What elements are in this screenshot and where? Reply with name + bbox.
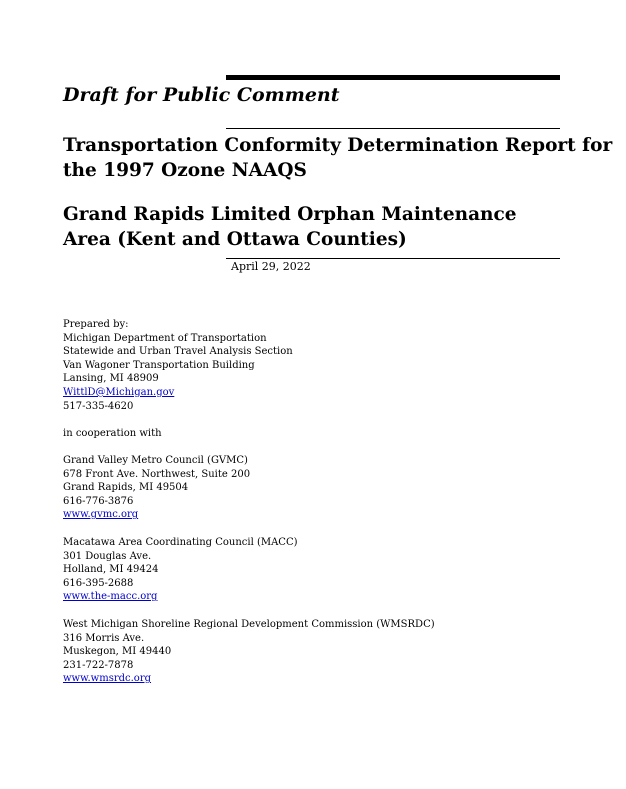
report-subtitle: [63, 202, 517, 252]
gvmc-address: 678 Front Ave. Northwest, Suite 200: [63, 468, 251, 480]
macc-city: Holland, MI 49424: [63, 564, 159, 576]
report-subtitle-line-2: Area (Kent and Ottawa Counties): [63, 229, 407, 250]
prepared-org: Michigan Department of Transportation: [63, 332, 267, 344]
wmsrdc-url-link[interactable]: www.wmsrdc.org: [63, 673, 152, 685]
cooperation-label: in cooperation with: [63, 428, 162, 439]
title-top-rule: [226, 128, 560, 129]
report-title-line-1: Transportation Conformity Determination Report for: [63, 135, 613, 156]
gvmc-city: Grand Rapids, MI 49504: [63, 482, 189, 494]
wmsrdc-address: 316 Morris Ave.: [63, 632, 145, 644]
macc-block: [63, 536, 298, 604]
report-title-line-2: the 1997 Ozone NAAQS: [63, 160, 307, 181]
prepared-by-label: Prepared by:: [63, 319, 129, 330]
report-title: [63, 133, 612, 183]
prepared-phone: 517-335-4620: [63, 400, 134, 412]
macc-phone: 616-395-2688: [63, 577, 134, 589]
wmsrdc-block: [63, 618, 435, 686]
gvmc-phone: 616-776-3876: [63, 495, 134, 507]
wmsrdc-city: Muskegon, MI 49440: [63, 646, 172, 658]
draft-label: Draft for Public Comment: [63, 84, 340, 106]
wmsrdc-phone: 231-722-7878: [63, 659, 134, 671]
gvmc-name: Grand Valley Metro Council (GVMC): [63, 455, 248, 466]
gvmc-block: [63, 454, 250, 522]
gvmc-url-link[interactable]: www.gvmc.org: [63, 509, 139, 521]
prepared-city: Lansing, MI 48909: [63, 373, 159, 385]
macc-address: 301 Douglas Ave.: [63, 550, 152, 562]
wmsrdc-name: West Michigan Shoreline Regional Development Commission (WMSRDC): [63, 619, 435, 630]
title-bottom-rule: [226, 258, 560, 259]
prepared-building: Van Wagoner Transportation Building: [63, 359, 255, 371]
macc-name: Macatawa Area Coordinating Council (MACC): [63, 537, 298, 548]
macc-url-link[interactable]: www.the-macc.org: [63, 591, 158, 603]
header-thick-rule: [226, 75, 560, 80]
prepared-by-block: [63, 318, 293, 413]
report-subtitle-line-1: Grand Rapids Limited Orphan Maintenance: [63, 204, 517, 225]
prepared-section: Statewide and Urban Travel Analysis Section: [63, 346, 293, 358]
report-date: April 29, 2022: [231, 260, 311, 273]
prepared-email-link[interactable]: WittlD@Michigan.gov: [63, 386, 175, 398]
cooperation-text: [63, 427, 162, 441]
